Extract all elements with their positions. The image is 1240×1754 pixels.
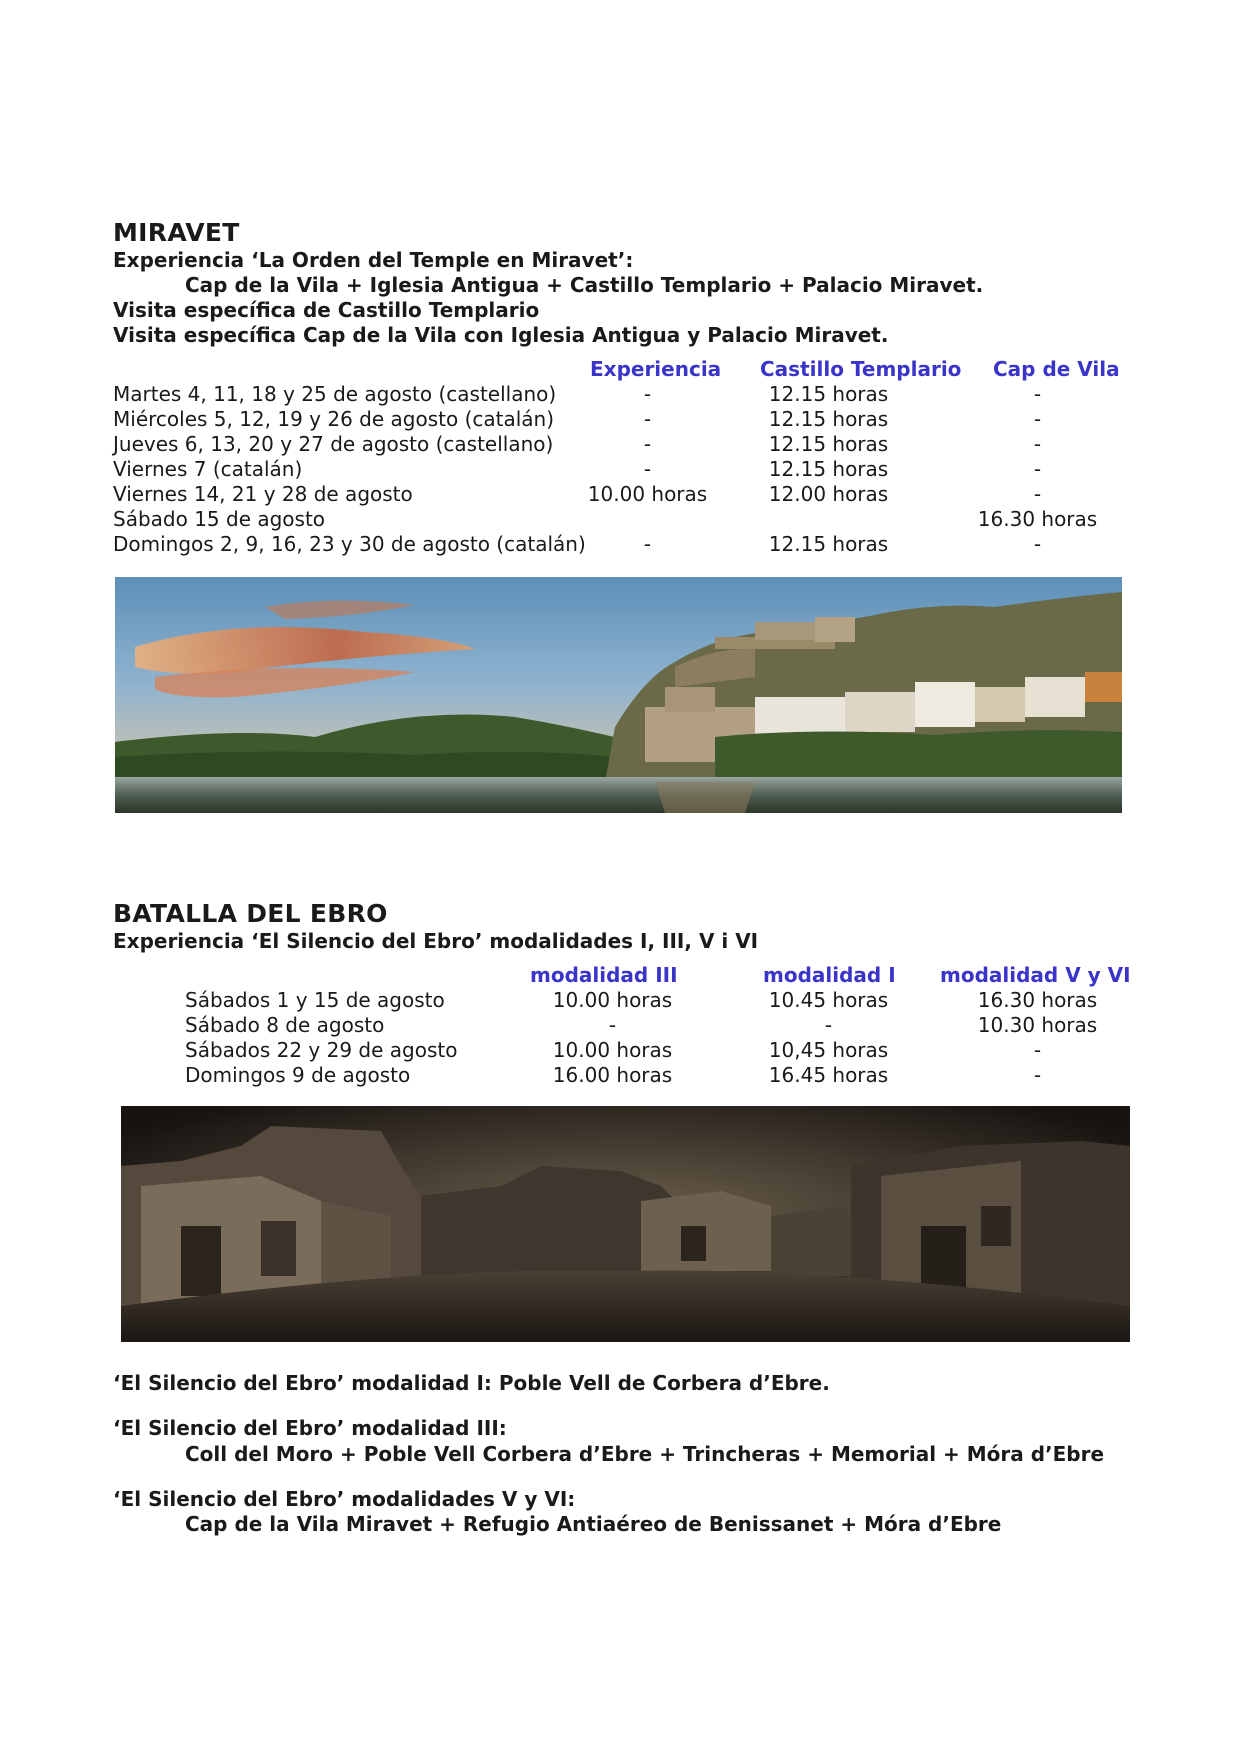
row-col3: - [1033,1063,1042,1087]
row-col1: 10.00 horas [587,482,708,506]
row-col3: - [1033,457,1042,481]
ebro-experience-line: Experiencia ‘El Silencio del Ebro’ modalidades I, III, V i VI [113,929,759,953]
ebro-header-mod56: modalidad V y VI [940,963,1131,987]
row-col1: 10.00 horas [552,1038,673,1062]
row-col2: 10,45 horas [768,1038,889,1062]
row-day: Miércoles 5, 12, 19 y 26 de agosto (catalán) [113,407,555,431]
row-col2: 12.15 horas [768,382,889,406]
row-col2: 12.15 horas [768,432,889,456]
row-day: Sábados 22 y 29 de agosto [185,1038,458,1062]
row-col1: - [643,407,652,431]
ebro-header-mod3: modalidad III [530,963,678,987]
ebro-mod56-title: ‘El Silencio del Ebro’ modalidades V y VI: [113,1487,576,1511]
row-col3: - [1033,532,1042,556]
row-day: Viernes 14, 21 y 28 de agosto [113,482,413,506]
row-col3: 16.30 horas [977,988,1098,1012]
miravet-castle-visit: Visita específica de Castillo Templario [113,298,540,322]
row-day: Martes 4, 11, 18 y 25 de agosto (castellano) [113,382,557,406]
miravet-experience-route: Cap de la Vila + Iglesia Antigua + Castillo Templario + Palacio Miravet. [185,273,984,297]
row-day: Sábado 15 de agosto [113,507,326,531]
row-day: Sábados 1 y 15 de agosto [185,988,445,1012]
miravet-header-experiencia: Experiencia [590,357,722,381]
row-col1: 10.00 horas [552,988,673,1012]
row-col2: - [824,1013,833,1037]
miravet-title: MIRAVET [113,218,240,247]
row-day: Domingos 9 de agosto [185,1063,411,1087]
ebro-mod1-note: ‘El Silencio del Ebro’ modalidad I: Poble Vell de Corbera d’Ebre. [113,1371,830,1395]
row-col1: - [643,432,652,456]
ebro-header-mod1: modalidad I [763,963,896,987]
miravet-capvila-visit: Visita específica Cap de la Vila con Iglesia Antigua y Palacio Miravet. [113,323,889,347]
ebro-mod56-route: Cap de la Vila Miravet + Refugio Antiaéreo de Benissanet + Móra d’Ebre [185,1512,1002,1536]
ebro-mod3-title: ‘El Silencio del Ebro’ modalidad III: [113,1416,507,1440]
row-day: Viernes 7 (catalán) [113,457,303,481]
row-col1: - [643,532,652,556]
ebro-ruins-photo [121,1106,1130,1342]
row-col1: - [608,1013,617,1037]
row-col3: - [1033,1038,1042,1062]
row-day: Jueves 6, 13, 20 y 27 de agosto (castellano) [113,432,554,456]
row-col1: 16.00 horas [552,1063,673,1087]
row-day: Domingos 2, 9, 16, 23 y 30 de agosto (catalán) [113,532,586,556]
miravet-header-castillo: Castillo Templario [760,357,962,381]
ebro-title: BATALLA DEL EBRO [113,899,388,928]
row-col2: 12.15 horas [768,532,889,556]
row-col3: - [1033,432,1042,456]
ebro-mod3-route: Coll del Moro + Poble Vell Corbera d’Ebre + Trincheras + Memorial + Móra d’Ebre [185,1442,1105,1466]
row-col2: 12.00 horas [768,482,889,506]
row-col3: 10.30 horas [977,1013,1098,1037]
row-col3: 16.30 horas [977,507,1098,531]
row-col2: 12.15 horas [768,457,889,481]
row-col2: 16.45 horas [768,1063,889,1087]
miravet-header-capvila: Cap de Vila [993,357,1120,381]
row-col3: - [1033,407,1042,431]
row-day: Sábado 8 de agosto [185,1013,385,1037]
row-col1: - [643,457,652,481]
row-col2: 12.15 horas [768,407,889,431]
row-col3: - [1033,482,1042,506]
row-col2: 10.45 horas [768,988,889,1012]
miravet-landscape-photo [115,577,1122,813]
row-col3: - [1033,382,1042,406]
miravet-experience-line: Experiencia ‘La Orden del Temple en Miravet’: [113,248,634,272]
row-col1: - [643,382,652,406]
